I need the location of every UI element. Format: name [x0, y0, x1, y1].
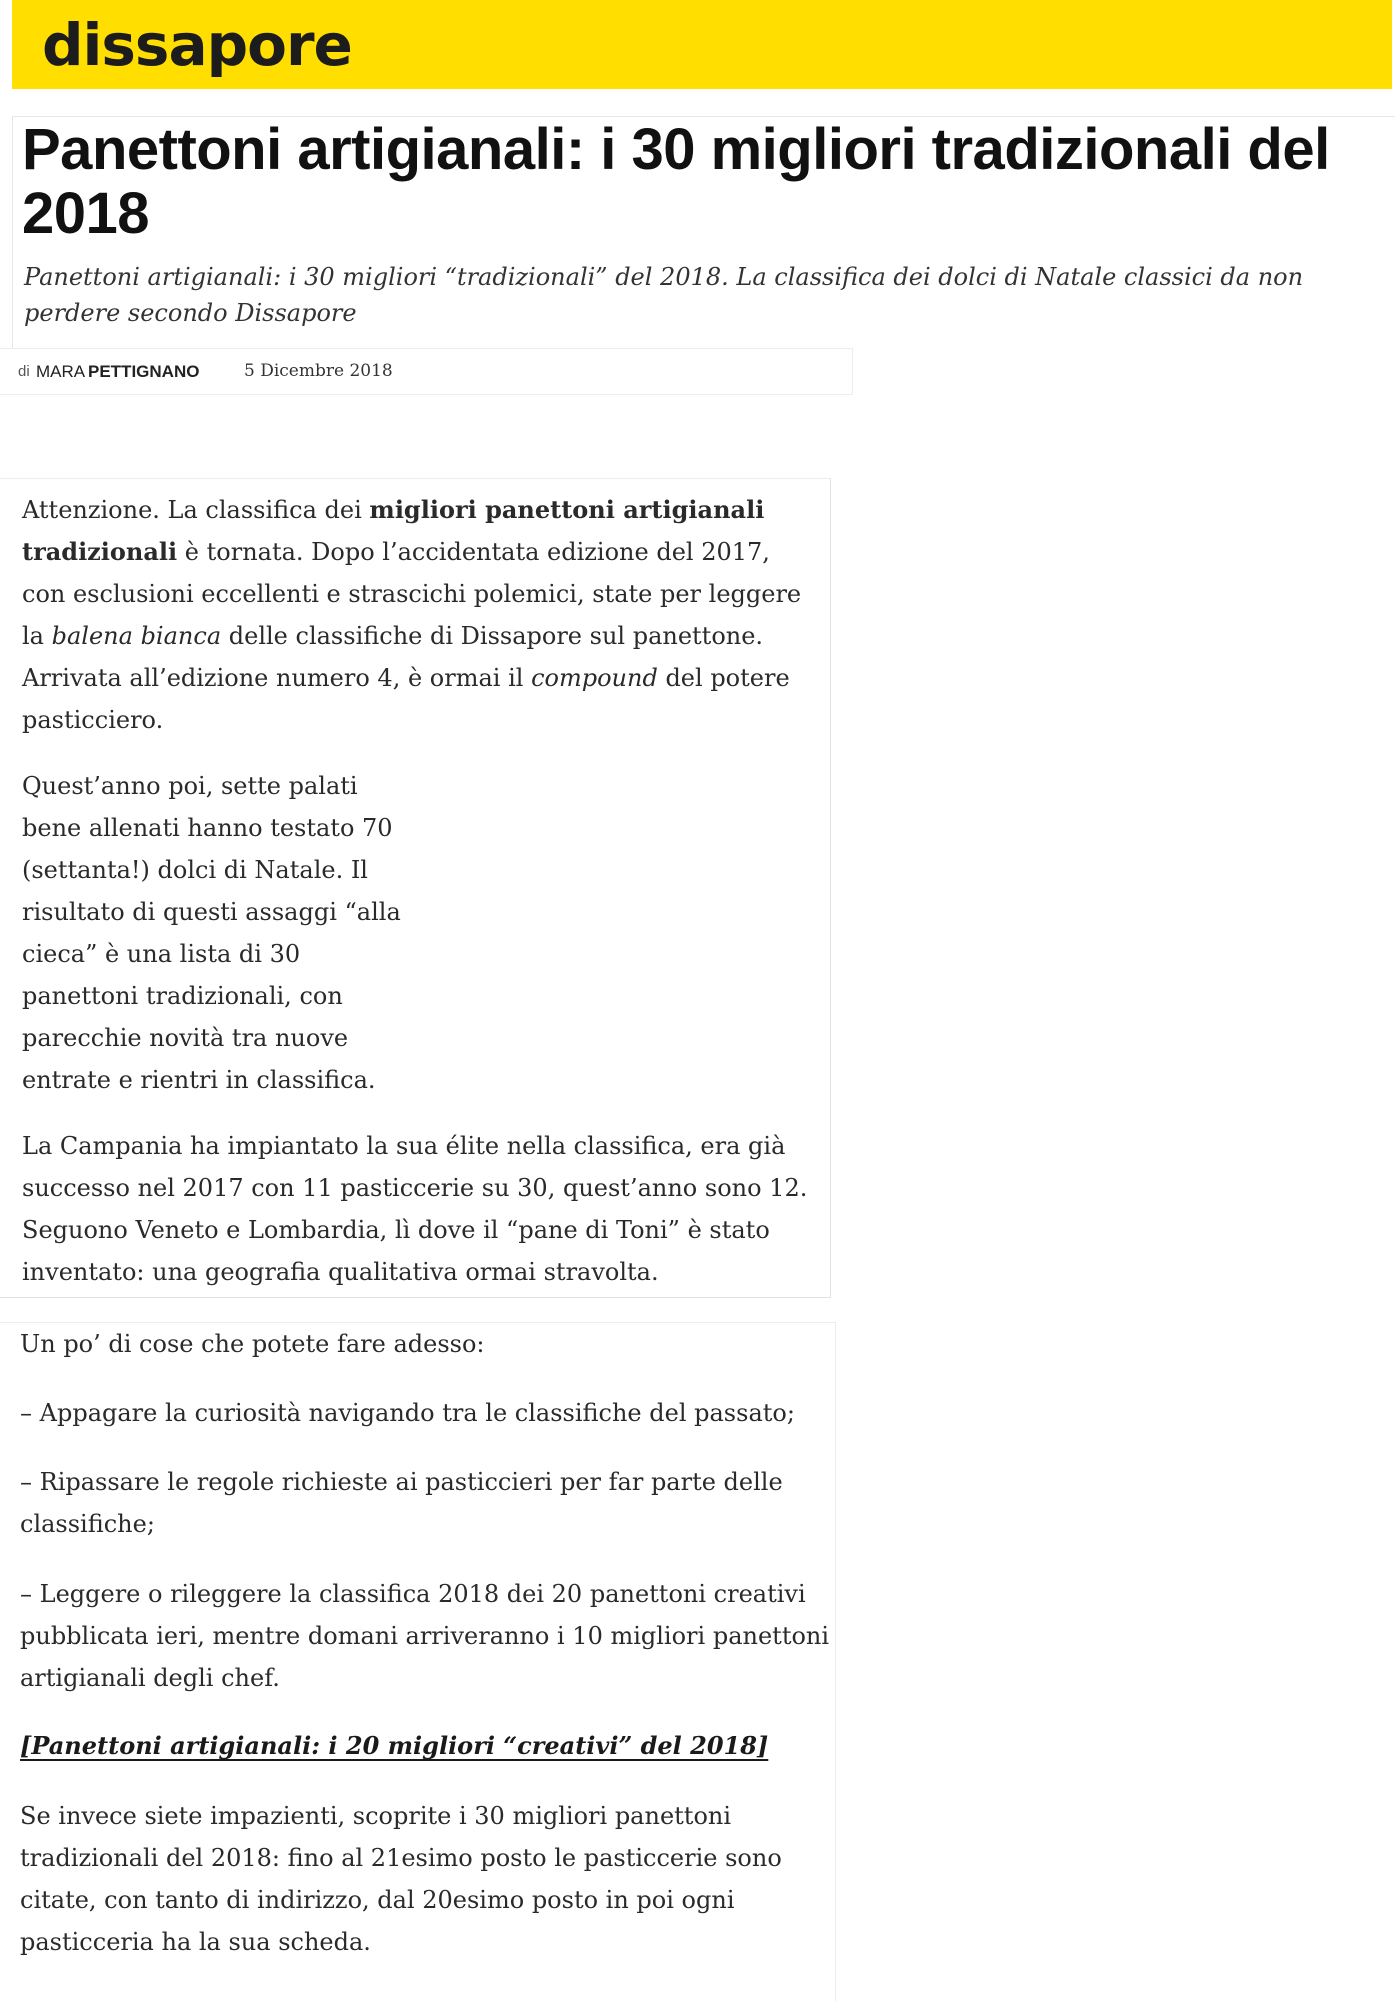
italic-phrase: balena bianca — [51, 622, 222, 650]
author-first-name[interactable]: MARA — [36, 362, 86, 381]
article-title: Panettoni artigianali: i 30 migliori tradizionali del 2018 — [22, 117, 1330, 246]
action-item: – Appagare la curiosità navigando tra le classifiche del passato; — [20, 1399, 795, 1427]
action-item: – Leggere o rileggere la classifica 2018 dei 20 panettoni creativi pubblicata ieri, mentre domani arriveranno i 10 migliori panettoni artigianali degli chef. — [20, 1580, 830, 1692]
text-run: Attenzione. La classifica dei — [22, 496, 370, 524]
text-run: delle classifiche di Dissapore sul panettone. Arrivata all’edizione numero 4, è ormai il — [22, 622, 764, 692]
byline — [0, 348, 853, 395]
action-item: – Ripassare le regole richieste ai pasticcieri per far parte delle classifiche; — [20, 1468, 783, 1538]
closing-paragraph: Se invece siete impazienti, scoprite i 30 migliori panettoni tradizionali del 2018: fino al 21esimo posto le pasticcerie sono citate, con tanto di indirizzo, dal 20esimo posto in poi ogni pasticceria ha la sua scheda. — [20, 1802, 782, 1956]
author-last-name[interactable]: PETTIGNANO — [88, 362, 200, 381]
text-run: del potere pasticciero. — [22, 664, 790, 734]
article-subtitle: Panettoni artigianali: i 30 migliori “tradizionali” del 2018. La classifica dei dolci di Natale classici da non perdere secondo Dissapore — [24, 263, 1304, 327]
publish-date: 5 Dicembre 2018 — [244, 361, 393, 381]
byline-prefix: di — [18, 363, 30, 380]
regions-paragraph: La Campania ha impiantato la sua élite nella classifica, era già successo nel 2017 con 11 pasticcerie su 30, quest’anno sono 12. Seguono Veneto e Lombardia, lì dove il “pane di Toni” è stato inventato: una geografia qualitativa ormai stravolta. — [22, 1132, 808, 1286]
text-run: è tornata. Dopo l’accidentata edizione del 2017, con esclusioni eccellenti e strascichi polemici, state per leggere la — [22, 538, 802, 650]
intro-paragraph — [22, 489, 812, 741]
italic-phrase: compound — [531, 664, 658, 692]
tasting-paragraph: Quest’anno poi, sette palati bene allenati hanno testato 70 (settanta!) dolci di Natale. Il risultato di questi assaggi “alla cieca” è una lista di 30 panettoni tradizionali, con parecchie novità tra nuove entrate e rientri in classifica. — [22, 772, 401, 1094]
related-article-link[interactable]: [Panettoni artigianali: i 20 migliori “creativi” del 2018] — [20, 1731, 769, 1760]
site-header — [12, 0, 1392, 89]
actions-intro: Un po’ di cose che potete fare adesso: — [20, 1330, 485, 1358]
site-logo[interactable]: dissapore — [42, 11, 352, 79]
bold-phrase: migliori panettoni artigianali tradizionali — [22, 495, 765, 566]
